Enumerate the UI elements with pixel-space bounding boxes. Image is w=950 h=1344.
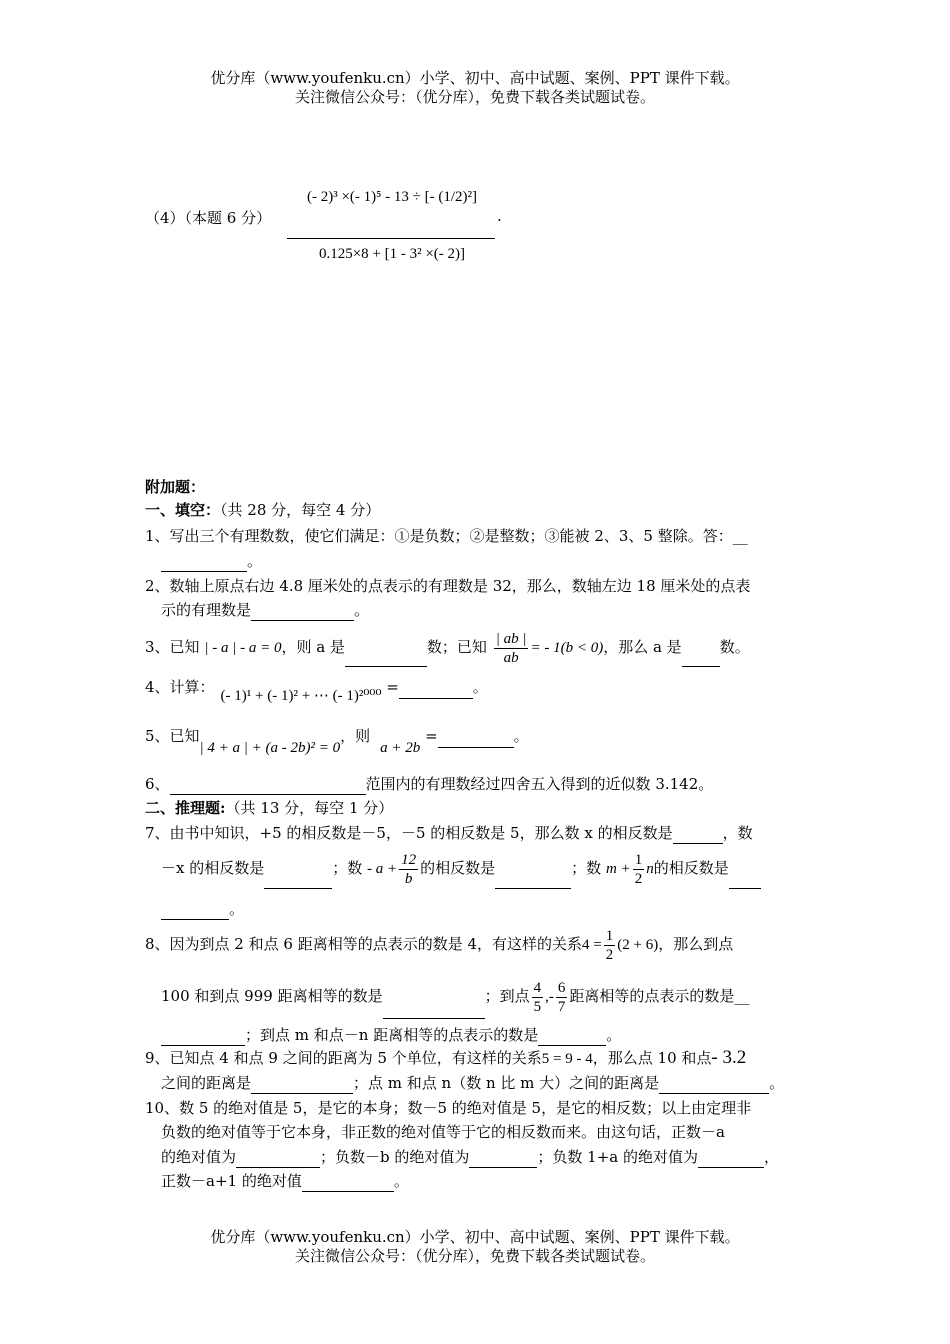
fraction-denominator: 2: [605, 946, 614, 963]
question-10-tail: 。: [393, 1172, 409, 1190]
question-2-tail: 。: [354, 601, 370, 619]
question-7-fraction-1: [399, 851, 418, 888]
answer-blank[interactable]: [264, 872, 332, 889]
fraction-denominator: b: [404, 870, 413, 887]
question-8-line-1: [145, 922, 815, 966]
question-10-a: 的绝对值为: [161, 1148, 237, 1166]
question-9-line-2: [161, 1072, 831, 1094]
question-2-line-2: [161, 599, 831, 621]
problem-4-denominator: 0.125×8 + [1 - 3² ×(- 2)]: [318, 246, 466, 262]
question-10-line-4: [161, 1170, 831, 1192]
fraction-denominator: 7: [557, 998, 566, 1015]
question-8-a: 8、因为到点 2 和点 6 距离相等的点表示的数是 4，有这样的关系: [145, 935, 583, 953]
question-5: [145, 725, 815, 756]
fraction-denominator: ab: [503, 649, 519, 666]
question-6: [145, 773, 815, 795]
answer-blank[interactable]: [236, 1151, 320, 1168]
question-9-c: 之间的距离是: [161, 1074, 252, 1092]
question-10-d: ，: [763, 1148, 779, 1166]
answer-blank[interactable]: [659, 1077, 769, 1094]
question-9-d: ；点 m 和点 n（数 n 比 m 大）之间的距离是: [353, 1074, 660, 1092]
answer-blank[interactable]: [161, 1029, 245, 1046]
question-5-expr: | 4 + a | + (a - 2b)² = 0: [199, 740, 341, 756]
section-2-title: 二、推理题:: [145, 799, 226, 817]
question-1-tail: 。: [247, 552, 263, 570]
answer-blank[interactable]: [698, 1151, 764, 1168]
question-8-d: ；到点: [484, 987, 530, 1005]
question-10-e: 正数－a+1 的绝对值: [161, 1172, 302, 1190]
problem-4-fraction-bar: [287, 238, 495, 239]
question-2-line-1: 2、数轴上原点右边 4.8 厘米处的点表示的有理数是 32，那么，数轴左边 18 厘米处的点表: [145, 577, 751, 595]
question-4-pre: 4、计算：: [145, 678, 215, 696]
answer-blank[interactable]: [383, 1002, 485, 1019]
question-7-c: 的相反数是: [420, 859, 496, 877]
question-3-mid-1: ，则 a 是: [281, 638, 345, 656]
fraction-numerator: 6: [557, 979, 566, 996]
fraction-denominator: 5: [533, 998, 542, 1015]
question-8-b: ，那么到点: [658, 935, 734, 953]
question-8-f: ；到点 m 和点－n 距离相等的点表示的数是: [245, 1026, 539, 1044]
question-7-fraction-2: [633, 851, 645, 888]
question-8-fraction-1: [532, 979, 544, 1016]
question-3-fraction: [494, 630, 529, 667]
question-3-mid-3: ，那么 a 是: [603, 638, 682, 656]
question-3-expr-2: = - 1(b < 0): [530, 640, 604, 656]
problem-4-label: （4）（本题 6 分）: [145, 209, 272, 227]
question-7-e: ；数: [571, 859, 602, 877]
question-1-line-1: 1、写出三个有理数数，使它们满足：①是负数；②是整数；③能被 2、3、5 整除。答：__: [145, 527, 748, 545]
question-4: [145, 676, 815, 704]
answer-blank[interactable]: [170, 778, 366, 795]
question-8-line-2: [161, 974, 831, 1018]
question-8-expr: 4 =: [582, 937, 602, 953]
question-4-eq: =: [381, 678, 399, 696]
question-5-mid: ，则: [340, 727, 371, 745]
answer-blank[interactable]: [251, 604, 354, 621]
question-8-sep: ,-: [545, 989, 554, 1005]
question-4-expr: (- 1)¹ + (- 1)² + ⋯ (- 1)²⁰⁰⁰: [220, 688, 382, 704]
question-7-line-1: [145, 822, 815, 844]
header-line-2: 关注微信公众号：（优分库），免费下载各类试题试卷。: [294, 88, 655, 106]
problem-4-end: .: [497, 207, 502, 225]
question-5-tail: 。: [513, 727, 529, 745]
question-9-b: ，那么点 10 和点: [592, 1049, 712, 1067]
question-9-a: 9、已知点 4 和点 9 之间的距离为 5 个单位，有这样的关系: [145, 1049, 542, 1067]
question-3-mid-2: 数；已知: [426, 638, 487, 656]
section-2-heading: [145, 797, 815, 819]
extra-title: 附加题：: [145, 478, 206, 496]
question-4-tail: 。: [472, 678, 488, 696]
question-8-c: 100 和到点 999 距离相等的数是: [161, 987, 383, 1005]
question-5-expr-2: a + 2b: [380, 740, 421, 756]
problem-4: [145, 207, 815, 229]
footer-line-1: 优分库（www.youfenku.cn）小学、初中、高中试题、案例、PPT 课件下载。: [210, 1228, 740, 1246]
question-8-fraction-2: [556, 979, 568, 1016]
question-3-expr-1: | - a | - a = 0: [204, 640, 282, 656]
answer-blank[interactable]: [399, 682, 473, 699]
question-7-text: 7、由书中知识，+5 的相反数是－5，－5 的相反数是 5，那么数 x 的相反数是: [145, 824, 673, 842]
question-8-tail: 。: [606, 1026, 622, 1044]
question-7-line-2: [161, 848, 831, 888]
question-9-line-1: [145, 1047, 815, 1070]
question-7-b: ；数: [332, 859, 363, 877]
section-2-note: （共 13 分，每空 1 分）: [225, 799, 394, 817]
question-6-pre: 6、: [145, 775, 170, 793]
answer-blank[interactable]: [538, 1029, 606, 1046]
question-2-text: 示的有理数是: [161, 601, 252, 619]
fraction-numerator: 4: [533, 979, 542, 996]
question-10-b: ；负数－b 的绝对值为: [320, 1148, 470, 1166]
fraction-denominator: 2: [634, 870, 643, 887]
answer-blank[interactable]: [469, 1151, 537, 1168]
section-1-heading: [145, 499, 815, 521]
answer-blank[interactable]: [438, 731, 514, 748]
question-9-expr: 5 = 9 - 4: [541, 1051, 593, 1067]
question-8-e: 距离相等的点表示的数是__: [569, 987, 750, 1005]
question-8-expr-2: (2 + 6): [617, 937, 659, 953]
question-10-line-1: 10、数 5 的绝对值是 5，是它的本身；数－5 的绝对值是 5，是它的相反数；以上由定理非: [145, 1099, 752, 1117]
question-1-line-2: [161, 550, 831, 572]
question-7-m: m +: [605, 861, 631, 877]
question-3-pre: 3、已知: [145, 638, 200, 656]
answer-blank[interactable]: [682, 650, 720, 667]
section-1-title: 一、填空：: [145, 501, 221, 519]
answer-blank[interactable]: [495, 872, 571, 889]
section-1-note: （共 28 分，每空 4 分）: [220, 501, 381, 519]
question-7-n: n: [646, 861, 654, 877]
fraction-numerator: 1: [634, 851, 643, 868]
answer-blank[interactable]: [673, 827, 723, 844]
header-line-1: 优分库（www.youfenku.cn）小学、初中、高中试题、案例、PPT 课件下载。: [210, 69, 740, 87]
fraction-numerator: 1: [605, 927, 614, 944]
question-10-line-2: 负数的绝对值等于它本身，非正数的绝对值等于它的相反数而来。由这句话，正数－a: [161, 1123, 725, 1141]
question-10-c: ；负数 1+a 的绝对值为: [537, 1148, 698, 1166]
question-7-expr: - a +: [367, 861, 398, 877]
question-5-eq: =: [420, 727, 438, 745]
question-10-line-3: [161, 1146, 831, 1168]
problem-4-numerator: (- 2)³ ×(- 1)⁵ - 13 ÷ [- (1/2)²]: [306, 189, 478, 205]
question-7-f: 的相反数是: [653, 859, 729, 877]
question-7-tail: 。: [229, 900, 245, 918]
question-7-line-3: [161, 898, 831, 920]
answer-blank[interactable]: [251, 1077, 353, 1094]
question-6-text: 范围内的有理数经过四舍五入得到的近似数 3.142。: [365, 775, 714, 793]
fraction-numerator: 12: [401, 851, 417, 868]
question-9-tail: 。: [769, 1074, 785, 1092]
question-9-expr-2: - 3.2: [711, 1047, 747, 1068]
answer-blank[interactable]: [302, 1175, 394, 1192]
answer-blank[interactable]: [345, 650, 427, 667]
answer-blank[interactable]: [729, 872, 761, 889]
question-8-line-3: [161, 1024, 831, 1046]
question-7-a: －x 的相反数是: [161, 859, 265, 877]
footer-line-2: 关注微信公众号：（优分库），免费下载各类试题试卷。: [294, 1247, 655, 1265]
question-7-text-b: ，数: [722, 824, 753, 842]
question-5-pre: 5、已知: [145, 727, 200, 745]
question-3: [145, 628, 815, 666]
question-3-tail: 数。: [719, 638, 750, 656]
answer-blank[interactable]: [161, 555, 247, 572]
fraction-numerator: | ab |: [495, 630, 527, 647]
question-8-fraction: [604, 927, 616, 964]
answer-blank[interactable]: [161, 903, 229, 920]
